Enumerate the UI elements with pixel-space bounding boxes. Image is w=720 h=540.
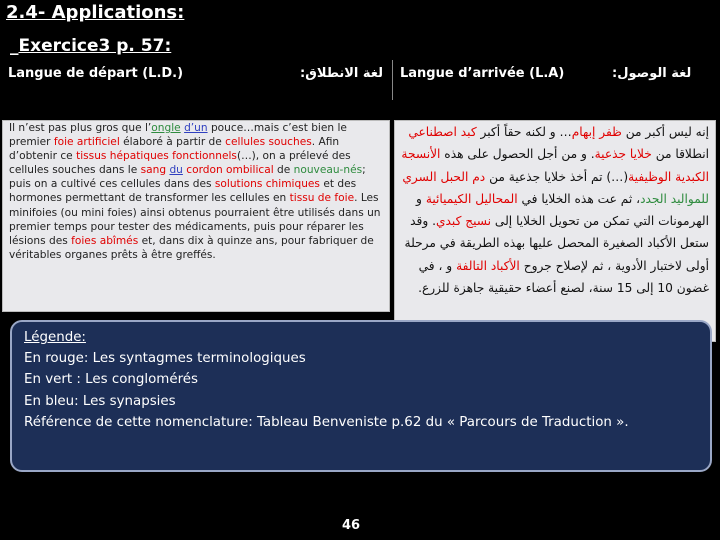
target-language-label: Langue d’arrivée (L.A) (400, 66, 565, 81)
target-text-run: … و لكنه حقاً أكبر (476, 125, 572, 139)
page-number: 46 (342, 518, 361, 533)
source-text-run: ; puis on a cultivé ces cellules dans des (9, 164, 366, 191)
header-divider (392, 60, 393, 100)
legend-reference: Référence de cette nomenclature: Tableau Benveniste p.62 du « Parcours de Traduction ». (24, 415, 629, 430)
source-text-run: du (169, 164, 183, 177)
source-text-panel (2, 120, 390, 312)
exercise-heading (10, 36, 171, 56)
source-text (9, 121, 387, 262)
source-text-run: tissu de foie (289, 192, 355, 205)
source-text-run: cordon ombilical (186, 164, 274, 177)
source-text-run: et, dans dix à quinze ans, pour fabriquer de véritables organes prêts à être greffés. (9, 234, 374, 261)
target-text-run: الأكباد التالفة (456, 258, 520, 273)
source-text-run: tissus hépatiques fonctionnels (76, 150, 237, 163)
target-text-run: للمواليد الجدد (640, 191, 709, 206)
target-text-run: (…) تم أخذ خلايا جذعية من (485, 169, 629, 184)
target-text-run: إنه ليس أكبر من (621, 125, 709, 139)
source-text-run: . Afin d’obtenir ce (9, 136, 340, 163)
legend-box (10, 320, 712, 472)
target-text-run: انطلاقا من (651, 147, 709, 162)
slide-title: 2.4- Applications: (6, 2, 185, 23)
source-text-run: foies abîmés (71, 234, 139, 247)
source-text-run: (…), on a prélevé des cellules souches dans le (9, 150, 351, 177)
source-text-run: foie artificiel (53, 136, 120, 149)
target-text-run: المحاليل الكيميائية (425, 191, 518, 206)
target-language-label-ar: لغة الوصول: (612, 66, 692, 81)
source-language-label: Langue de départ (L.D.) (8, 66, 184, 81)
target-text-run: دم الحبل السري (402, 169, 486, 184)
target-text-run: الأنسجة الكبدية الوظيفية (401, 147, 709, 184)
source-text-run: Il n’est pas plus gros que l’ (9, 122, 152, 134)
target-text (397, 121, 709, 299)
target-text-run: خلايا جذعية (594, 147, 652, 162)
target-text-run: و الهرمونات التي تمكن من تحويل الخلايا إلى (416, 191, 709, 229)
source-text-run: pouce…mais c’est bien le premier (9, 122, 347, 149)
exercise-prefix: _ (10, 36, 19, 56)
legend-blue: En bleu: Les synapsies (24, 394, 176, 409)
source-language-label-ar: لغة الانطلاق: (300, 66, 384, 81)
source-text-run: cellules souches (225, 136, 312, 149)
source-text-run: solutions chimiques (214, 178, 320, 191)
target-text-run: كبد اصطناعي (408, 125, 477, 139)
source-text-run: de (273, 164, 294, 177)
legend-title: Légende: (24, 330, 86, 345)
source-text-run: nouveau-nés (293, 164, 363, 177)
target-text-panel (394, 120, 716, 342)
target-text-run: و ، في غضون 10 إلى 15 سنة، لصنع أعضاء حقيقية جاهزة للزرع. (418, 258, 709, 296)
source-text-run: sang (140, 164, 167, 177)
source-text-run: ongle (151, 122, 181, 134)
exercise-label: Exercice3 p. 57: (18, 36, 172, 56)
legend-green: En vert : Les conglomérés (24, 372, 199, 387)
source-text-run: . Les minifoies (ou mini foies) ainsi obtenus pourraient être utilisés dans un premier temps pour tester des médicaments, puis pour réparer les lésions des (9, 192, 381, 247)
target-text-run: ، ثم عت هذه الخلايا في (517, 191, 641, 206)
legend-red: En rouge: Les syntagmes terminologiques (24, 351, 306, 366)
target-text-run: . و من أجل الحصول على هذه (440, 147, 595, 162)
source-text-run: d’un (184, 122, 208, 134)
source-text-run: et des hormones permettant de transformer les cellules en (9, 178, 357, 205)
target-text-run: . وقد ستعل الأكباد الصغيرة المحصل عليها بهذه الطريقة في مرحلة أولى لاختبار الأدوية ، ثم لإصلاح جروح (404, 214, 709, 273)
target-text-run: نسيج كبدي (435, 214, 492, 229)
source-text-run: élaboré à partir de (119, 136, 226, 149)
target-text-run: ظفر إبهام (571, 125, 622, 139)
